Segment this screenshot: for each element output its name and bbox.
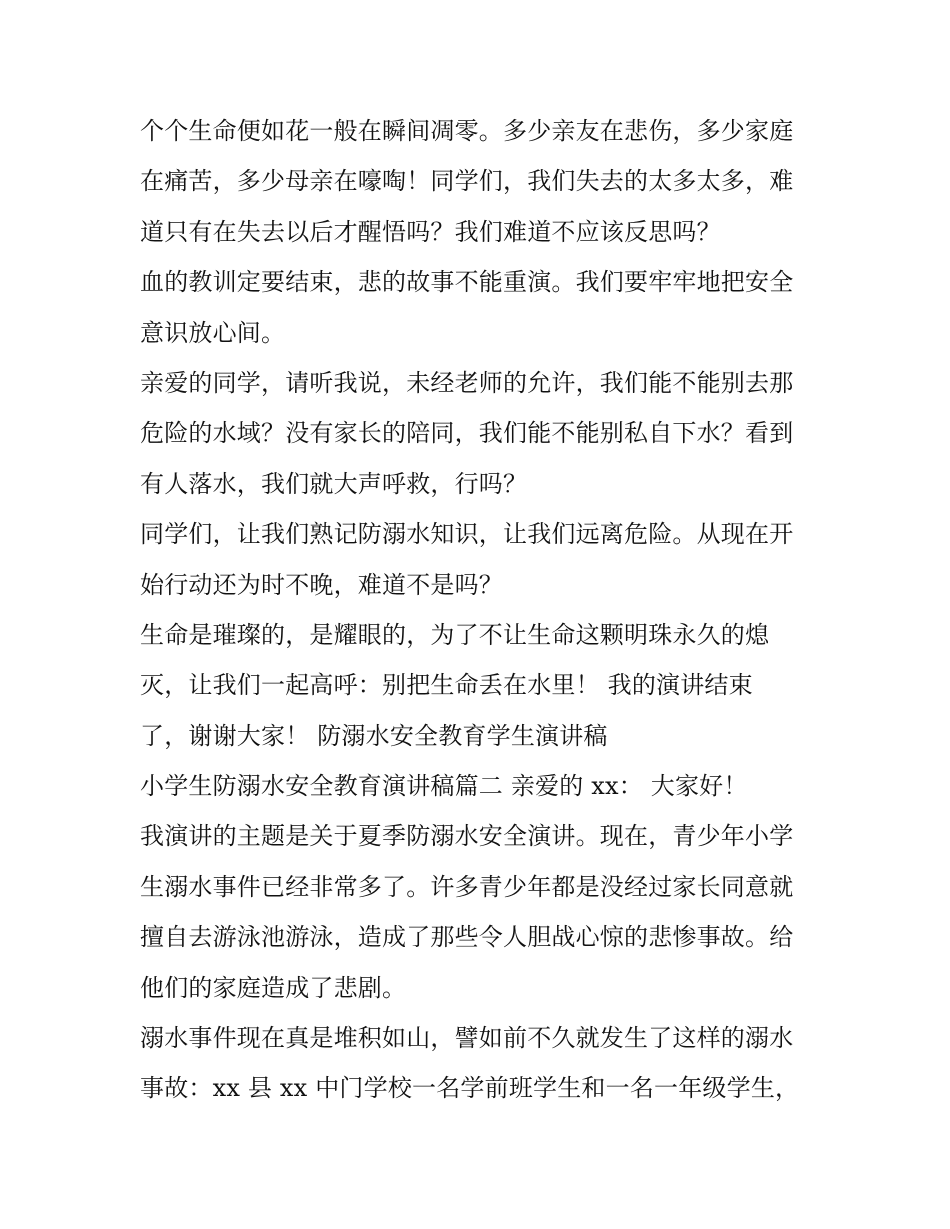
text-line: 意识放心间。 (140, 318, 286, 347)
text-line: 我演讲的主题是关于夏季防溺水安全演讲。现在，青少年小学 (140, 822, 794, 851)
text-line: 小学生防溺水安全教育演讲稿篇二 亲爱的 xx： 大家好！ (140, 772, 748, 801)
speech-text (140, 106, 820, 1114)
text-line: 血的教训定要结束，悲的故事不能重演。我们要牢牢地把安全 (140, 268, 794, 297)
text-line: 擅自去游泳池游泳，造成了那些令人胆战心惊的悲惨事故。给 (140, 923, 794, 952)
text-line: 有人落水，我们就大声呼救，行吗？ (140, 469, 528, 498)
text-line: 了，谢谢大家！ 防溺水安全教育学生演讲稿 (140, 721, 608, 750)
text-line: 生溺水事件已经非常多了。许多青少年都是没经过家长同意就 (140, 872, 794, 901)
text-line: 在痛苦，多少母亲在嚎啕！同学们，我们失去的太多太多，难 (140, 167, 794, 196)
text-line: 同学们，让我们熟记防溺水知识，让我们远离危险。从现在开 (140, 520, 794, 549)
text-line: 灭，让我们一起高呼：别把生命丢在水里！ 我的演讲结束 (140, 671, 753, 700)
text-line: 生命是璀璨的，是耀眼的，为了不让生命这颗明珠永久的熄 (140, 620, 770, 649)
text-line: 亲爱的同学，请听我说，未经老师的允许，我们能不能别去那 (140, 368, 794, 397)
text-line: 他们的家庭造成了悲剧。 (140, 973, 407, 1002)
text-line: 道只有在失去以后才醒悟吗？我们难道不应该反思吗？ (140, 217, 721, 246)
text-line: 危险的水域？没有家长的陪同，我们能不能别私自下水？看到 (140, 419, 794, 448)
text-line: 事故：xx 县 xx 中门学校一名学前班学生和一名一年级学生， (140, 1074, 800, 1103)
text-line: 溺水事件现在真是堆积如山，譬如前不久就发生了这样的溺水 (140, 1024, 794, 1053)
text-line: 个个生命便如花一般在瞬间凋零。多少亲友在悲伤，多少家庭 (140, 117, 794, 145)
text-line: 始行动还为时不晚，难道不是吗？ (140, 570, 503, 599)
